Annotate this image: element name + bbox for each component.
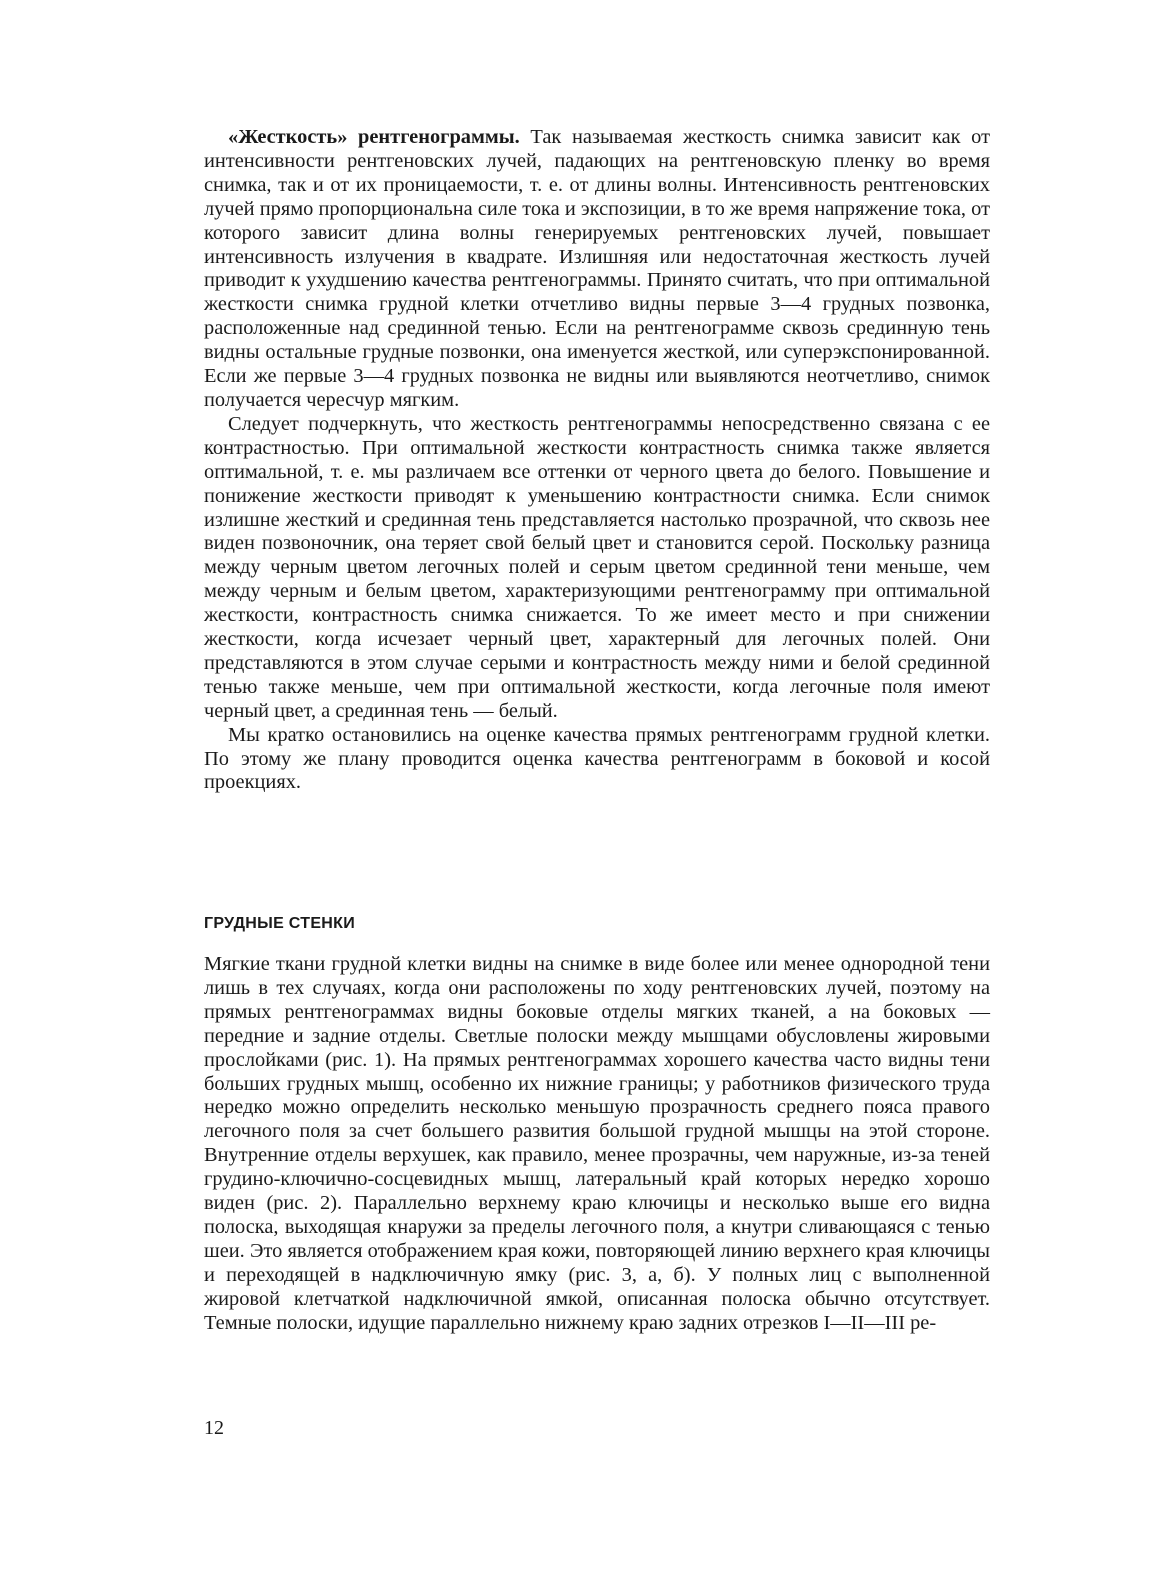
paragraph-summary: Мы кратко остановились на оценке качества прямых рентгенограмм грудной клетки. По этому же плану проводится оценка качества рентгенограмм в боковой и косой проекциях.: [204, 723, 990, 794]
page-number: 12: [204, 1417, 224, 1439]
paragraph-lead-term: «Жесткость» рентгенограммы.: [228, 126, 520, 148]
section-chest-walls-text: [204, 953, 990, 1336]
paragraph-soft-tissues: Мягкие ткани грудной клетки видны на снимке в виде более или менее однородной тени лишь в тех случаях, когда они расположены по ходу рентгеновских лучей, поэтому на прямых рентгенограммах видны боковые отделы мягких тканей, а на боковых — передние и задние отделы. Светлые полоски между мышцами обусловлены жировыми прослойками (рис. 1). На прямых рентгенограммах хорошего качества часто видны тени больших грудных мышц, особенно их нижние границы; у работников физического труда нередко можно определить несколько меньшую прозрачность среднего пояса правого легочного поля за счет большего развития большой грудной мышцы на этой стороне. Внутренние отделы верхушек, как правило, менее прозрачны, чем наружные, из-за теней грудино-ключично-сосцевидных мышц, латеральный край которых нередко хорошо виден (рис. 2). Параллельно верхнему краю ключицы и несколько выше его видна полоска, выходящая кнаружи за пределы легочного поля, а кнутри сливающаяся с тенью шеи. Это является отображением края кожи, повторяющей линию верхнего края ключицы и переходящей в надключичную ямку (рис. 3, а, б). У полных лиц с выполненной жировой клетчаткой надключичной ямкой, описанная полоска обычно отсутствует. Темные полоски, идущие параллельно нижнему краю задних отрезков I—II—III ре-: [204, 953, 990, 1334]
paragraph-body: Так называемая жесткость снимка зависит как от интенсивности рентгеновских лучей, падающих на рентгеновскую пленку во время снимка, так и от их проницаемости, т. е. от длины волны. Интенсивность рентгеновских лучей прямо пропорциональна силе тока и экспозиции, в то же время напряжение тока, от которого зависит длина волны генерируемых рентгеновских лучей, повышает интенсивность излучения в квадрате. Излишняя или недостаточная жесткость лучей приводит к ухудшению качества рентгенограммы. Принято считать, что при оптимальной жесткости снимка грудной клетки отчетливо видны первые 3—4 грудных позвонка, расположенные над срединной тенью. Если на рентгенограмме сквозь срединную тень видны остальные грудные позвонки, она именуется жесткой, или суперэкспонированной. Если же первые 3—4 грудных позвонка не видны или выявляются неотчетливо, снимок получается чересчур мягким.: [204, 126, 990, 411]
paragraph-contrast: Следует подчеркнуть, что жесткость рентгенограммы непосредственно связана с ее контрастностью. При оптимальной жесткости контрастность снимка также является оптимальной, т. е. мы различаем все оттенки от черного цвета до белого. Повышение и понижение жесткости приводят к уменьшению контрастности снимка. Если снимок излишне жесткий и срединная тень представляется настолько прозрачной, что сквозь нее виден позвоночник, она теряет свой белый цвет и становится серой. Поскольку разница между черным цветом легочных полей и серым цветом срединной тени меньше, чем между черным и белым цветом, характеризующими рентгенограмму при оптимальной жесткости, контрастность снимка снижается. То же имеет место и при снижении жесткости, когда исчезает черный цвет, характерный для легочных полей. Они представляются в этом случае серыми и контрастность между ними и белой срединной тенью также меньше, чем при оптимальной жесткости, когда легочные поля имеют черный цвет, а срединная тень — белый.: [204, 412, 990, 722]
section-quality-text: [204, 126, 990, 795]
section-heading: ГРУДНЫЕ СТЕНКИ: [204, 915, 356, 932]
paragraph-contrast-hardness: [204, 126, 990, 413]
